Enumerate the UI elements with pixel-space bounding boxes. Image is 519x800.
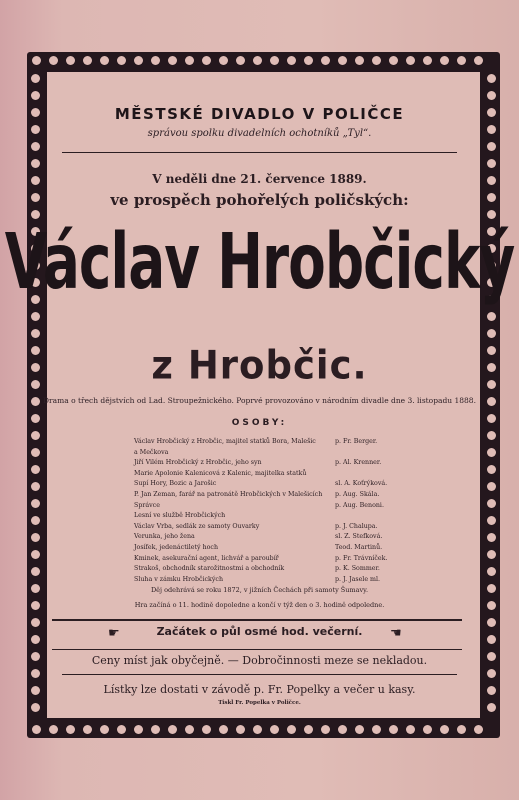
- cast-role: Strakoš, obchodník starožitnostmi a obchodník: [134, 565, 285, 573]
- cast-actor: p. J. Jasele ml.: [335, 575, 381, 583]
- border-ornament: [321, 56, 330, 65]
- cast-role: Marie Apolonie Kalenicová z Kalenic, majitelka statků: [134, 469, 307, 477]
- cast-actor: p. Fr. Berger.: [335, 438, 378, 445]
- pointing-hand-right-icon: ☛: [108, 626, 120, 641]
- border-ornament: [31, 159, 40, 168]
- cast-list: [128, 437, 448, 585]
- cast-row: [128, 448, 448, 459]
- border-ornament: [31, 329, 40, 338]
- border-ornament: [287, 725, 296, 734]
- border-ornament: [440, 725, 449, 734]
- time-line: Hra začíná o 11. hodině dopoledne a končí v týž den o 3. hodině odpoledne.: [134, 601, 385, 609]
- cast-row: [128, 511, 448, 522]
- border-ornament: [31, 482, 40, 491]
- cast-row: [128, 490, 448, 501]
- border-ornament: [487, 431, 496, 440]
- border-ornament: [253, 725, 262, 734]
- border-ornament: [487, 448, 496, 457]
- border-ornament: [31, 567, 40, 576]
- border-ornament: [31, 499, 40, 508]
- border-ornament: [31, 142, 40, 151]
- border-ornament: [270, 725, 279, 734]
- border-ornament: [31, 74, 40, 83]
- border-ornament: [487, 91, 496, 100]
- border-ornament: [66, 56, 75, 65]
- border-ornament: [423, 725, 432, 734]
- date-line: V neděli dne 21. července 1889.: [152, 172, 367, 186]
- border-ornament: [83, 725, 92, 734]
- cast-role: Lesní ve službě Hrobčických: [134, 512, 226, 520]
- play-title: Václav Hrobčický: [4, 218, 515, 307]
- cast-actor: p. K. Sommer.: [335, 565, 380, 573]
- border-ornament: [487, 567, 496, 576]
- border-ornament: [31, 516, 40, 525]
- cast-row: [128, 458, 448, 469]
- border-ornament: [487, 159, 496, 168]
- cast-role: Václav Vrba, sedlák ze samoty Ouvarky: [134, 522, 260, 530]
- border-ornament: [185, 725, 194, 734]
- cast-actor: p. J. Chalupa.: [335, 522, 378, 530]
- cast-actor: p. Al. Krenner.: [335, 459, 382, 467]
- cast-role: Kminek, asekurační agent, lichvář a paroubíř: [134, 554, 279, 562]
- cast-row: [128, 479, 448, 490]
- border-ornament: [202, 56, 211, 65]
- border-ornament: [487, 499, 496, 508]
- border-ornament: [270, 56, 279, 65]
- border-ornament: [236, 56, 245, 65]
- border-ornament: [134, 56, 143, 65]
- cast-row: [128, 532, 448, 543]
- tickets-line: Lístky lze dostati v závodě p. Fr. Popelky a večer u kasy.: [103, 683, 416, 696]
- border-ornament: [487, 329, 496, 338]
- border-ornament: [151, 56, 160, 65]
- border-ornament: [219, 56, 228, 65]
- border-ornament: [372, 725, 381, 734]
- start-line: Začátek o půl osmé hod. večerní.: [156, 625, 363, 638]
- cast-role: a Mečkova: [134, 448, 169, 456]
- border-ornament: [236, 725, 245, 734]
- divider: [62, 674, 457, 675]
- pointing-hand-left-icon: ☚: [390, 626, 402, 641]
- border-ornament: [31, 431, 40, 440]
- border-ornament: [31, 550, 40, 559]
- border-ornament: [134, 725, 143, 734]
- cast-actor: p. Fr. Trávníček.: [335, 554, 388, 562]
- play-subtitle: z Hrobčic.: [151, 343, 368, 389]
- cast-row: [128, 554, 448, 565]
- border-ornament: [202, 725, 211, 734]
- cast-role: Jiří Vilém Hrobčický z Hrobčic, jeho syn: [134, 459, 262, 467]
- border-ornament: [31, 448, 40, 457]
- border-ornament: [219, 725, 228, 734]
- benefit-line: ve prospěch pohořelých poličských:: [110, 191, 409, 209]
- border-ornament: [32, 56, 41, 65]
- border-ornament: [83, 56, 92, 65]
- border-ornament: [287, 56, 296, 65]
- cast-row: [128, 437, 448, 448]
- border-ornament: [31, 465, 40, 474]
- border-ornament: [117, 725, 126, 734]
- cast-actor: p. Aug. Benoni.: [335, 501, 384, 509]
- border-ornament: [31, 669, 40, 678]
- border-ornament: [389, 56, 398, 65]
- border-ornament: [406, 56, 415, 65]
- setting-line: Děj odehrává se roku 1872, v jižních Čechách při samoty Šumavy.: [150, 586, 369, 594]
- border-ornament: [49, 56, 58, 65]
- border-ornament: [66, 725, 75, 734]
- border-ornament: [304, 725, 313, 734]
- cast-actor: sl. Z. Stefková.: [335, 533, 383, 541]
- cast-row: [128, 522, 448, 533]
- cast-role: Správce: [134, 501, 160, 509]
- drama-description: Drama o třech dějstvích od Lad. Stroupežnického. Poprvé provozováno v národním divadle dne 3. listopadu 1888.: [43, 396, 476, 405]
- border-ornament: [457, 56, 466, 65]
- divider: [62, 152, 457, 153]
- border-ornament: [474, 56, 483, 65]
- border-ornament: [406, 725, 415, 734]
- border-ornament: [338, 56, 347, 65]
- cast-actor: sl. A. Koťrýková.: [335, 480, 388, 488]
- border-ornament: [487, 516, 496, 525]
- border-ornament: [474, 725, 483, 734]
- cast-role: Václav Hrobčický z Hrobčic, majitel statků Bora, Malešic: [134, 438, 316, 445]
- border-ornament: [487, 465, 496, 474]
- border-ornament: [117, 56, 126, 65]
- cast-row: [128, 501, 448, 512]
- border-ornament: [168, 56, 177, 65]
- printer-line: Tiskl Fr. Popelka v Poličce.: [218, 700, 301, 706]
- border-ornament: [487, 74, 496, 83]
- border-ornament: [440, 56, 449, 65]
- cast-row: [128, 564, 448, 575]
- border-ornament: [31, 91, 40, 100]
- border-ornament: [355, 56, 364, 65]
- prices-line: Ceny míst jak obyčejně. — Dobročinnosti meze se nekladou.: [91, 654, 428, 667]
- border-ornament: [253, 56, 262, 65]
- cast-row: [128, 543, 448, 554]
- border-ornament: [372, 56, 381, 65]
- cast-role: P. Jan Zeman, farář na patronátě Hrobčických v Malešicích: [134, 490, 323, 498]
- border-ornament: [487, 533, 496, 542]
- border-ornament: [355, 725, 364, 734]
- cast-role: Sluha v zámku Hrobčických: [134, 575, 224, 583]
- border-ornament: [487, 669, 496, 678]
- border-ornament: [100, 725, 109, 734]
- border-ornament: [49, 725, 58, 734]
- cast-heading: OSOBY:: [231, 418, 288, 428]
- border-ornament: [423, 56, 432, 65]
- border-ornament: [151, 725, 160, 734]
- cast-row: [128, 575, 448, 586]
- border-ornament: [168, 725, 177, 734]
- border-ornament: [321, 725, 330, 734]
- border-ornament: [32, 725, 41, 734]
- border-ornament: [389, 725, 398, 734]
- cast-role: Verunka, jeho žena: [134, 533, 195, 541]
- cast-role: Supí Hory, Bozic a Jarošic: [134, 480, 217, 488]
- cast-actor: Teod. Martinů.: [335, 543, 383, 551]
- border-ornament: [185, 56, 194, 65]
- border-ornament: [31, 533, 40, 542]
- border-ornament: [487, 142, 496, 151]
- border-ornament: [304, 56, 313, 65]
- border-ornament: [338, 725, 347, 734]
- border-ornament: [487, 312, 496, 321]
- border-ornament: [31, 312, 40, 321]
- management-line: správou spolku divadelních ochotníků „Tyl“.: [147, 128, 372, 139]
- border-ornament: [487, 550, 496, 559]
- border-ornament: [100, 56, 109, 65]
- border-ornament: [487, 482, 496, 491]
- theatre-name: MĚSTSKÉ DIVADLO V POLIČCE: [114, 105, 405, 123]
- cast-role: Josífek, jedenáctiletý hoch: [134, 543, 219, 551]
- cast-row: [128, 469, 448, 480]
- cast-actor: p. Aug. Skála.: [335, 490, 380, 498]
- border-ornament: [457, 725, 466, 734]
